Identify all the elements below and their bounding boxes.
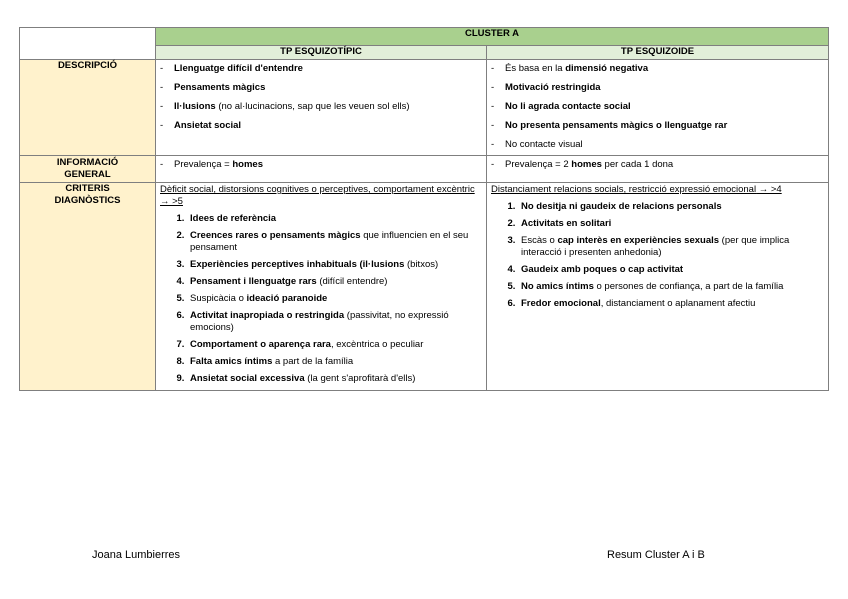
criteria-item: 5. Suspicàcia o ideació paranoide [187,293,482,305]
corner-cell [20,28,156,60]
dash-bullet: - [491,120,495,131]
list-item [160,98,482,117]
footer-title: Resum Cluster A i B [607,549,705,561]
informacio-esquizotipic [156,156,487,183]
dash-bullet: - [160,63,164,74]
criteria-item: 9. Ansietat social excessiva (la gent s'aprofitarà d'ells) [187,373,482,385]
list-item [160,60,482,79]
dash-bullet: - [491,139,495,150]
list-item [491,60,824,79]
dash-bullet: - [160,120,164,131]
criteria-item: 4. Gaudeix amb poques o cap activitat [518,264,824,276]
criteria-item: 5. No amics íntims o persones de confiança, a part de la família [518,281,824,293]
criteris-intro: Dèficit social, distorsions cognitives o perceptives, comportament excèntric → >5 [160,184,475,207]
list-item-text: No presenta pensaments màgics o llenguatge rar [505,120,728,131]
informacio-esquizoide [487,156,829,183]
criteria-item: 6. Activitat inapropiada o restringida (passivitat, no expressió emocions) [187,310,482,334]
criteris-list [160,213,482,385]
criteria-item: 1. Idees de referència [187,213,482,225]
dash-bullet: - [491,159,495,170]
cluster-title: CLUSTER A [156,28,829,46]
list-item [160,79,482,98]
criteria-item: 3. Escàs o cap interès en experiències sexuals (per que implica interacció i presenten anhedonia) [518,235,824,259]
criteria-item: 2. Creences rares o pensaments màgics que influencien en el seu pensament [187,230,482,254]
footer-author: Joana Lumbierres [92,549,181,561]
descripcio-esquizoide [487,60,829,156]
list-item-text: Llenguatge difícil d'entendre [174,63,303,74]
dash-bullet: - [491,101,495,112]
criteria-item: 1. No desitja ni gaudeix de relacions personals [518,201,824,213]
column-header-esquizotipic: TP ESQUIZOTÍPIC [156,46,487,60]
list-item-text: No li agrada contacte social [505,101,631,112]
row-label-criteris: CRITERIS DIAGNÒSTICS [20,183,156,391]
dash-bullet: - [491,63,495,74]
list-item [491,79,824,98]
list-item [491,136,824,155]
list-item-text: Ansietat social [174,120,242,131]
criteria-item: 8. Falta amics íntims a part de la família [187,356,482,368]
list-item [491,156,824,175]
criteris-intro: Distanciament relacions socials, restricció expressió emocional → >4 [491,184,782,195]
list-item-text: Motivació restringida [505,82,601,93]
cluster-a-table [19,27,829,391]
list-item-text: No contacte visual [505,139,583,150]
dash-bullet: - [491,82,495,93]
criteris-esquizoide [487,183,829,391]
row-label-informacio: INFORMACIÓ GENERAL [20,156,156,183]
list-item [491,98,824,117]
list-item [160,156,482,175]
column-header-esquizoide: TP ESQUIZOIDE [487,46,829,60]
list-item-text: Prevalença = homes [174,159,263,170]
list-item-text: Pensaments màgics [174,82,266,93]
list-item-text: Il·lusions (no al·lucinacions, sap que les veuen sol ells) [174,101,410,112]
dash-bullet: - [160,159,164,170]
list-item-text: És basa en la dimensió negativa [505,63,649,74]
dash-bullet: - [160,82,164,93]
criteria-item: 4. Pensament i llenguatge rars (difícil entendre) [187,276,482,288]
list-item-text: Prevalença = 2 homes per cada 1 dona [505,159,674,170]
criteria-item: 7. Comportament o aparença rara, excèntrica o peculiar [187,339,482,351]
dash-bullet: - [160,101,164,112]
list-item [491,117,824,136]
descripcio-esquizotipic [156,60,487,156]
criteria-item: 2. Activitats en solitari [518,218,824,230]
criteris-list [491,201,824,310]
row-label-descripcio: DESCRIPCIÓ [20,60,156,156]
criteria-item: 6. Fredor emocional, distanciament o aplanament afectiu [518,298,824,310]
criteris-esquizotipic [156,183,487,391]
list-item [160,117,482,136]
criteria-item: 3. Experiències perceptives inhabituals (il·lusions (bitxos) [187,259,482,271]
